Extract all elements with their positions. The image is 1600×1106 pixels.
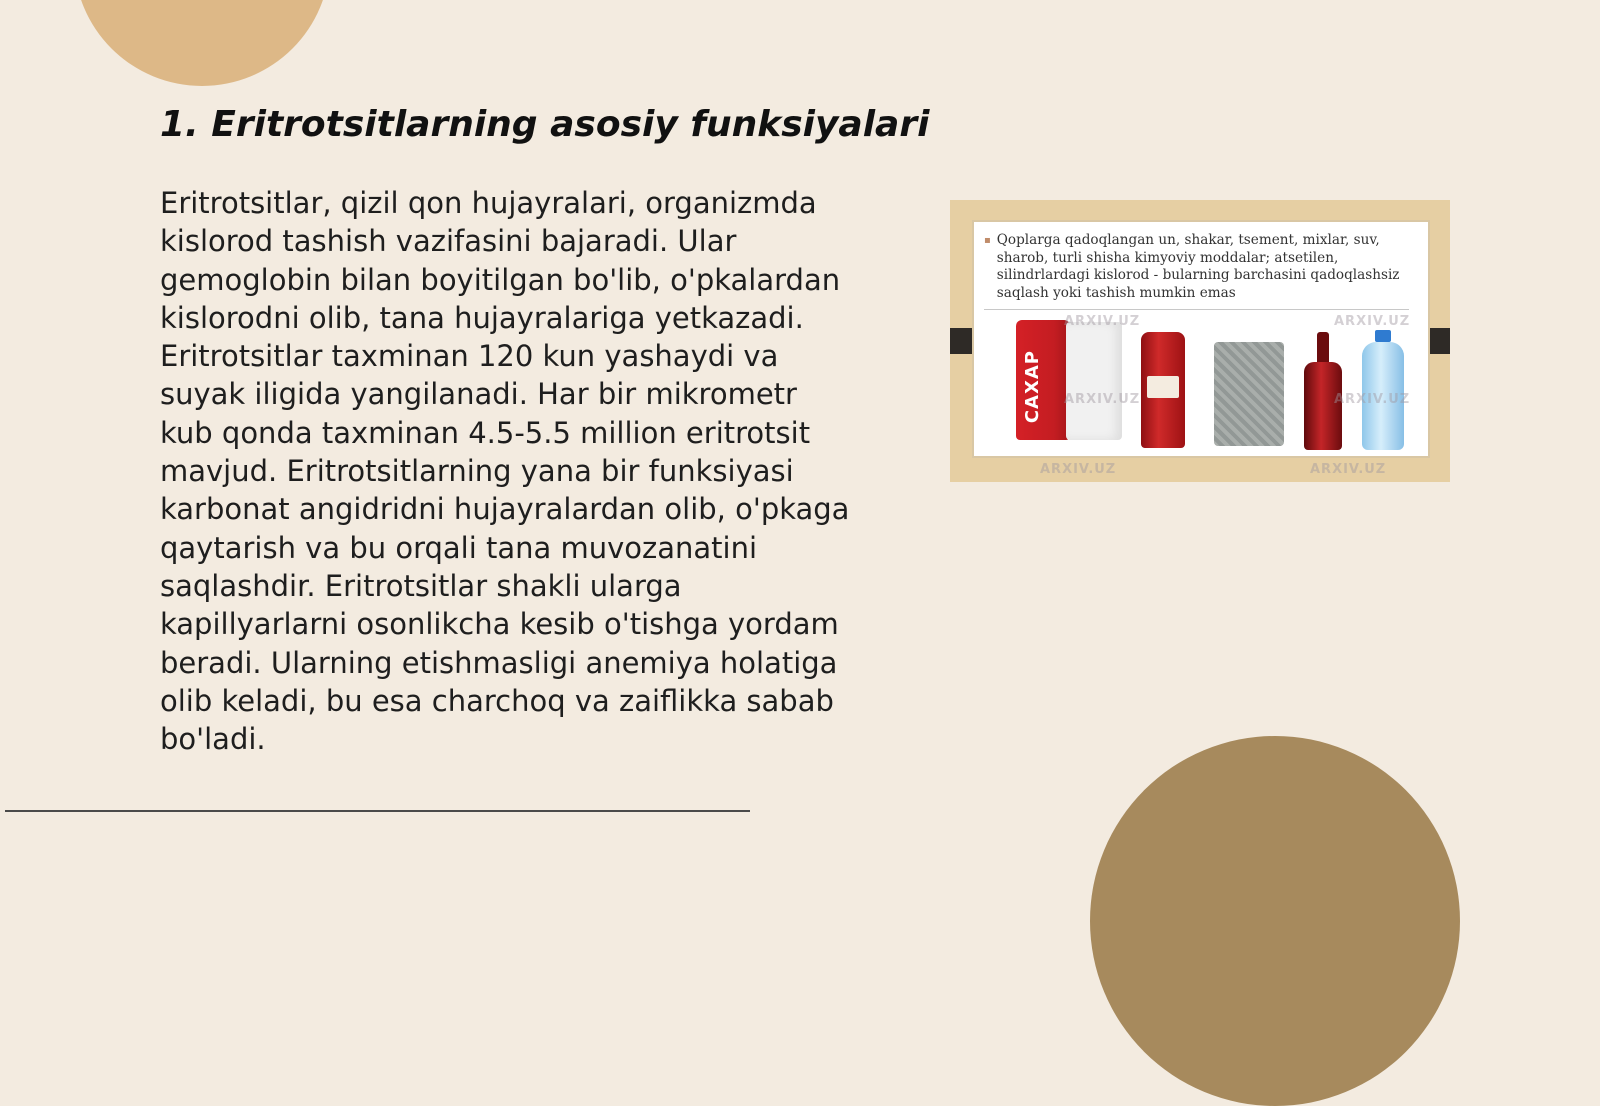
sugar-sack-image [1016, 320, 1070, 440]
slide-body-text: Eritrotsitlar, qizil qon hujayralari, organizmda kislorod tashish vazifasini bajaradi. Ular gemoglobin bilan boyitilgan bo'lib, o'pkalardan kislorodni olib, tana hujayralariga yetkazadi. Eritrotsitlar taxminan 120 kun yashaydi va suyak iligida yangilanadi. Har bir mikrometr kub qonda taxminan 4.5-5.5 million eritrotsit mavjud. Eritrotsitlarning yana bir funksiyasi karbonat angidridni hujayralardan olib, o'pkaga qaytarish va bu orqali tana muvozanatini saqlashdir. Eritrotsitlar shakli ularga kapillyarlarni osonlikcha kesib o'tishga yordam beradi. Ularning etishmasligi anemiya holatiga olib keladi, bu esa charchoq va zaiflikka sabab bo'ladi. [160, 186, 850, 757]
water-bottle-image [1362, 330, 1404, 450]
bullet-icon: ▪ [984, 235, 991, 246]
image-caption: Qoplarga qadoqlangan un, shakar, tsement, mixlar, suv, sharob, turli shisha kimyoviy moddalar; atsetilen, silindrlardagi kislorod - bularning barchasini qadoqlashsiz saqlash yoki tashish mumkin emas [996, 232, 1400, 301]
wine-bottle-neck [1317, 332, 1329, 366]
watermark-text: ARXIV.UZ [1040, 462, 1117, 477]
slide-title: 1. Eritrotsitlarning asosiy funksiyalari [160, 104, 930, 145]
slide-image [950, 200, 1450, 482]
aerosol-can-label [1147, 376, 1179, 398]
white-sack-image [1066, 322, 1122, 440]
watermark-text: ARXIV.UZ [1310, 462, 1387, 477]
watermark-text: ARXIV.UZ [1064, 314, 1141, 329]
aerosol-can-image [1141, 332, 1185, 448]
nails-bag-image [1214, 342, 1284, 446]
image-inner-panel [972, 220, 1430, 458]
decorative-circle-bottom [1090, 736, 1460, 1106]
image-caption-row [984, 232, 1416, 302]
divider-line [5, 810, 750, 812]
watermark-text: ARXIV.UZ [1334, 314, 1411, 329]
image-caption-underline [984, 309, 1409, 310]
sugar-sack-label: CAXAP [1022, 350, 1043, 424]
decorative-circle-top [74, 0, 330, 86]
watermark-text: ARXIV.UZ [1064, 392, 1141, 407]
watermark-text: ARXIV.UZ [1334, 392, 1411, 407]
water-bottle-cap [1375, 330, 1391, 342]
wine-bottle-image [1304, 332, 1342, 450]
